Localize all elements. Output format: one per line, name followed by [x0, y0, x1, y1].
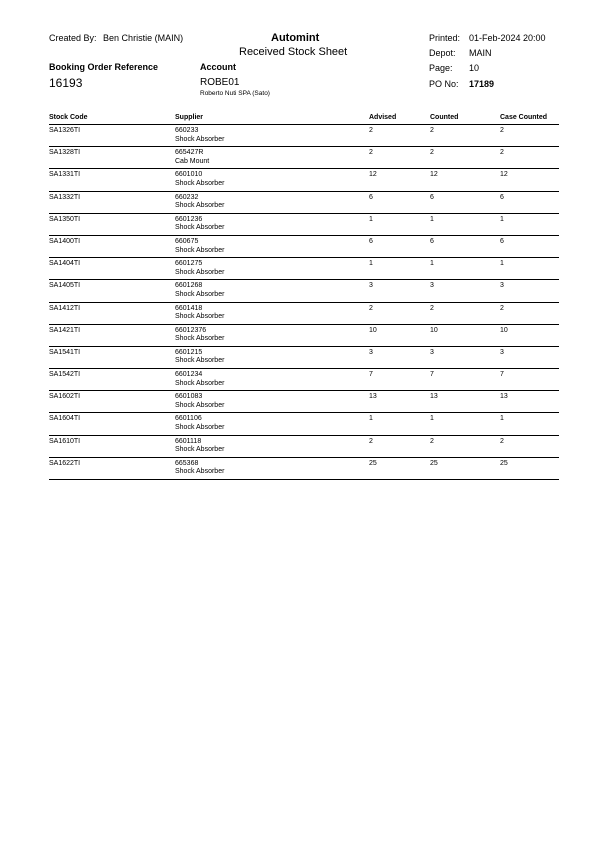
supplier-code: 6601010: [175, 171, 203, 179]
stock-code: SA1412TI: [49, 304, 81, 312]
item-description: Shock Absorber: [175, 357, 225, 365]
table-header: [49, 114, 559, 125]
item-description: Shock Absorber: [175, 290, 225, 298]
stock-code: SA1404TI: [49, 260, 81, 268]
item-description: Shock Absorber: [175, 468, 225, 476]
supplier-cell: [175, 127, 224, 144]
case-counted-qty: 1: [500, 215, 504, 223]
supplier-code: 66012376: [175, 326, 207, 334]
supplier-code: 660233: [175, 127, 199, 134]
table-row: [49, 236, 559, 258]
supplier-cell: [175, 238, 224, 255]
table-row: [49, 303, 559, 325]
case-counted-qty: 7: [500, 371, 504, 379]
case-counted-qty: 6: [500, 193, 504, 201]
col-case-counted: Case Counted: [500, 114, 548, 121]
advised-qty: 2: [369, 127, 373, 134]
advised-qty: 2: [369, 437, 373, 445]
case-counted-qty: 3: [500, 282, 504, 290]
col-supplier: Supplier: [175, 114, 204, 121]
counted-qty: 1: [430, 415, 434, 423]
counted-qty: 25: [430, 459, 438, 467]
supplier-cell: [175, 194, 224, 211]
counted-qty: 10: [430, 326, 438, 334]
advised-qty: 25: [369, 459, 377, 467]
supplier-code: 6601215: [175, 348, 203, 356]
supplier-cell: [175, 260, 224, 277]
supplier-cell: [175, 438, 224, 455]
item-description: Shock Absorber: [175, 446, 225, 454]
counted-qty: 2: [430, 127, 434, 134]
po-number: 17189: [469, 79, 495, 89]
item-description: Shock Absorber: [175, 202, 225, 210]
stock-code: SA1622TI: [49, 459, 81, 467]
case-counted-qty: 2: [500, 304, 504, 312]
stock-code: SA1604TI: [49, 415, 81, 423]
supplier-cell: [175, 327, 224, 344]
item-description: Shock Absorber: [175, 379, 225, 387]
stock-code: SA1602TI: [49, 393, 81, 401]
supplier-cell: [175, 171, 224, 188]
table-row: [49, 258, 559, 280]
supplier-code: 6601118: [175, 437, 202, 445]
account-name: Roberto Nuti SPA (Sato): [200, 90, 270, 97]
case-counted-qty: 12: [500, 171, 508, 179]
item-description: Shock Absorber: [175, 224, 225, 232]
counted-qty: 1: [430, 215, 434, 223]
depot-label: Depot:: [429, 48, 456, 58]
supplier-cell: [175, 393, 224, 410]
col-advised: Advised: [369, 114, 397, 121]
supplier-cell: [175, 305, 224, 322]
col-counted: Counted: [430, 114, 459, 121]
advised-qty: 12: [369, 171, 377, 179]
table-row: [49, 413, 559, 435]
page-number: 10: [469, 63, 480, 73]
counted-qty: 3: [430, 282, 434, 290]
supplier-cell: [175, 460, 224, 477]
stock-code: SA1331TI: [49, 171, 81, 179]
item-description: Shock Absorber: [175, 179, 225, 187]
stock-code: SA1610TI: [49, 437, 81, 445]
supplier-code: 660675: [175, 237, 199, 245]
advised-qty: 1: [369, 415, 373, 423]
counted-qty: 2: [430, 437, 434, 445]
advised-qty: 7: [369, 371, 373, 379]
supplier-code: 6601275: [175, 260, 203, 268]
counted-qty: 3: [430, 348, 434, 356]
counted-qty: 6: [430, 237, 434, 245]
case-counted-qty: 6: [500, 237, 504, 245]
stock-code: SA1328TI: [49, 149, 81, 157]
supplier-code: 6601236: [175, 215, 203, 223]
booking-ref-label: Booking Order Reference: [49, 62, 159, 72]
item-description: Shock Absorber: [175, 246, 225, 254]
stock-code: SA1421TI: [49, 326, 81, 334]
advised-qty: 3: [369, 282, 373, 290]
case-counted-qty: 3: [500, 348, 504, 356]
case-counted-qty: 25: [500, 459, 508, 467]
supplier-code: 6601234: [175, 371, 203, 379]
created-by-label: Created By:: [49, 33, 97, 43]
page-label: Page:: [429, 63, 453, 73]
supplier-cell: [175, 349, 224, 366]
stock-code: SA1326TI: [49, 127, 81, 134]
supplier-cell: [175, 371, 224, 388]
table-row: [49, 169, 559, 191]
counted-qty: 6: [430, 193, 434, 201]
stock-code: SA1541TI: [49, 348, 81, 356]
item-description: Shock Absorber: [175, 135, 225, 143]
counted-qty: 12: [430, 171, 438, 179]
stock-code: SA1332TI: [49, 193, 81, 201]
counted-qty: 13: [430, 393, 438, 401]
table-row: [49, 125, 559, 147]
case-counted-qty: 10: [500, 326, 508, 334]
supplier-code: 665427R: [175, 149, 204, 157]
supplier-code: 6601418: [175, 304, 203, 312]
stock-code: SA1350TI: [49, 215, 81, 223]
advised-qty: 6: [369, 193, 373, 201]
supplier-cell: [175, 149, 209, 166]
supplier-code: 660232: [175, 193, 199, 201]
advised-qty: 6: [369, 237, 373, 245]
advised-qty: 1: [369, 260, 373, 268]
supplier-cell: [175, 415, 224, 432]
supplier-cell: [175, 216, 224, 233]
po-label: PO No:: [429, 79, 459, 89]
table-row: [49, 347, 559, 369]
booking-ref-value: 16193: [49, 76, 83, 90]
counted-qty: 2: [430, 304, 434, 312]
case-counted-qty: 2: [500, 149, 504, 157]
printed-label: Printed:: [429, 33, 461, 43]
item-description: Shock Absorber: [175, 424, 225, 432]
table-row: [49, 280, 559, 302]
table-row: [49, 192, 559, 214]
table-row: [49, 214, 559, 236]
advised-qty: 10: [369, 326, 377, 334]
company-name: Automint: [271, 32, 320, 44]
stock-code: SA1400TI: [49, 237, 81, 245]
case-counted-qty: 1: [500, 260, 504, 268]
case-counted-qty: 2: [500, 127, 504, 134]
item-description: Cab Mount: [175, 157, 210, 165]
item-description: Shock Absorber: [175, 401, 225, 409]
stock-code: SA1542TI: [49, 371, 81, 379]
created-by-line: [49, 33, 183, 43]
created-by-value: Ben Christie (MAIN): [103, 33, 184, 43]
item-description: Shock Absorber: [175, 335, 225, 343]
table-row: [49, 369, 559, 391]
col-stock-code: Stock Code: [49, 114, 88, 121]
depot-value: MAIN: [469, 48, 492, 58]
supplier-code: 6601106: [175, 415, 202, 423]
printed-value: 01-Feb-2024 20:00: [469, 33, 546, 43]
supplier-cell: [175, 282, 224, 299]
table-row: [49, 391, 559, 413]
case-counted-qty: 1: [500, 415, 504, 423]
table-row: [49, 458, 559, 480]
advised-qty: 1: [369, 215, 373, 223]
stock-table: [49, 114, 559, 480]
counted-qty: 7: [430, 371, 434, 379]
counted-qty: 2: [430, 149, 434, 157]
case-counted-qty: 2: [500, 437, 504, 445]
account-code: ROBE01: [200, 77, 240, 88]
document-title: Received Stock Sheet: [239, 46, 348, 58]
item-description: Shock Absorber: [175, 268, 225, 276]
supplier-code: 6601083: [175, 393, 203, 401]
table-row: [49, 325, 559, 347]
supplier-code: 665368: [175, 459, 199, 467]
advised-qty: 3: [369, 348, 373, 356]
advised-qty: 13: [369, 393, 377, 401]
advised-qty: 2: [369, 149, 373, 157]
counted-qty: 1: [430, 260, 434, 268]
case-counted-qty: 13: [500, 393, 508, 401]
supplier-code: 6601268: [175, 282, 203, 290]
advised-qty: 2: [369, 304, 373, 312]
account-label: Account: [200, 62, 236, 72]
table-row: [49, 147, 559, 169]
stock-code: SA1405TI: [49, 282, 81, 290]
item-description: Shock Absorber: [175, 313, 225, 321]
table-row: [49, 436, 559, 458]
